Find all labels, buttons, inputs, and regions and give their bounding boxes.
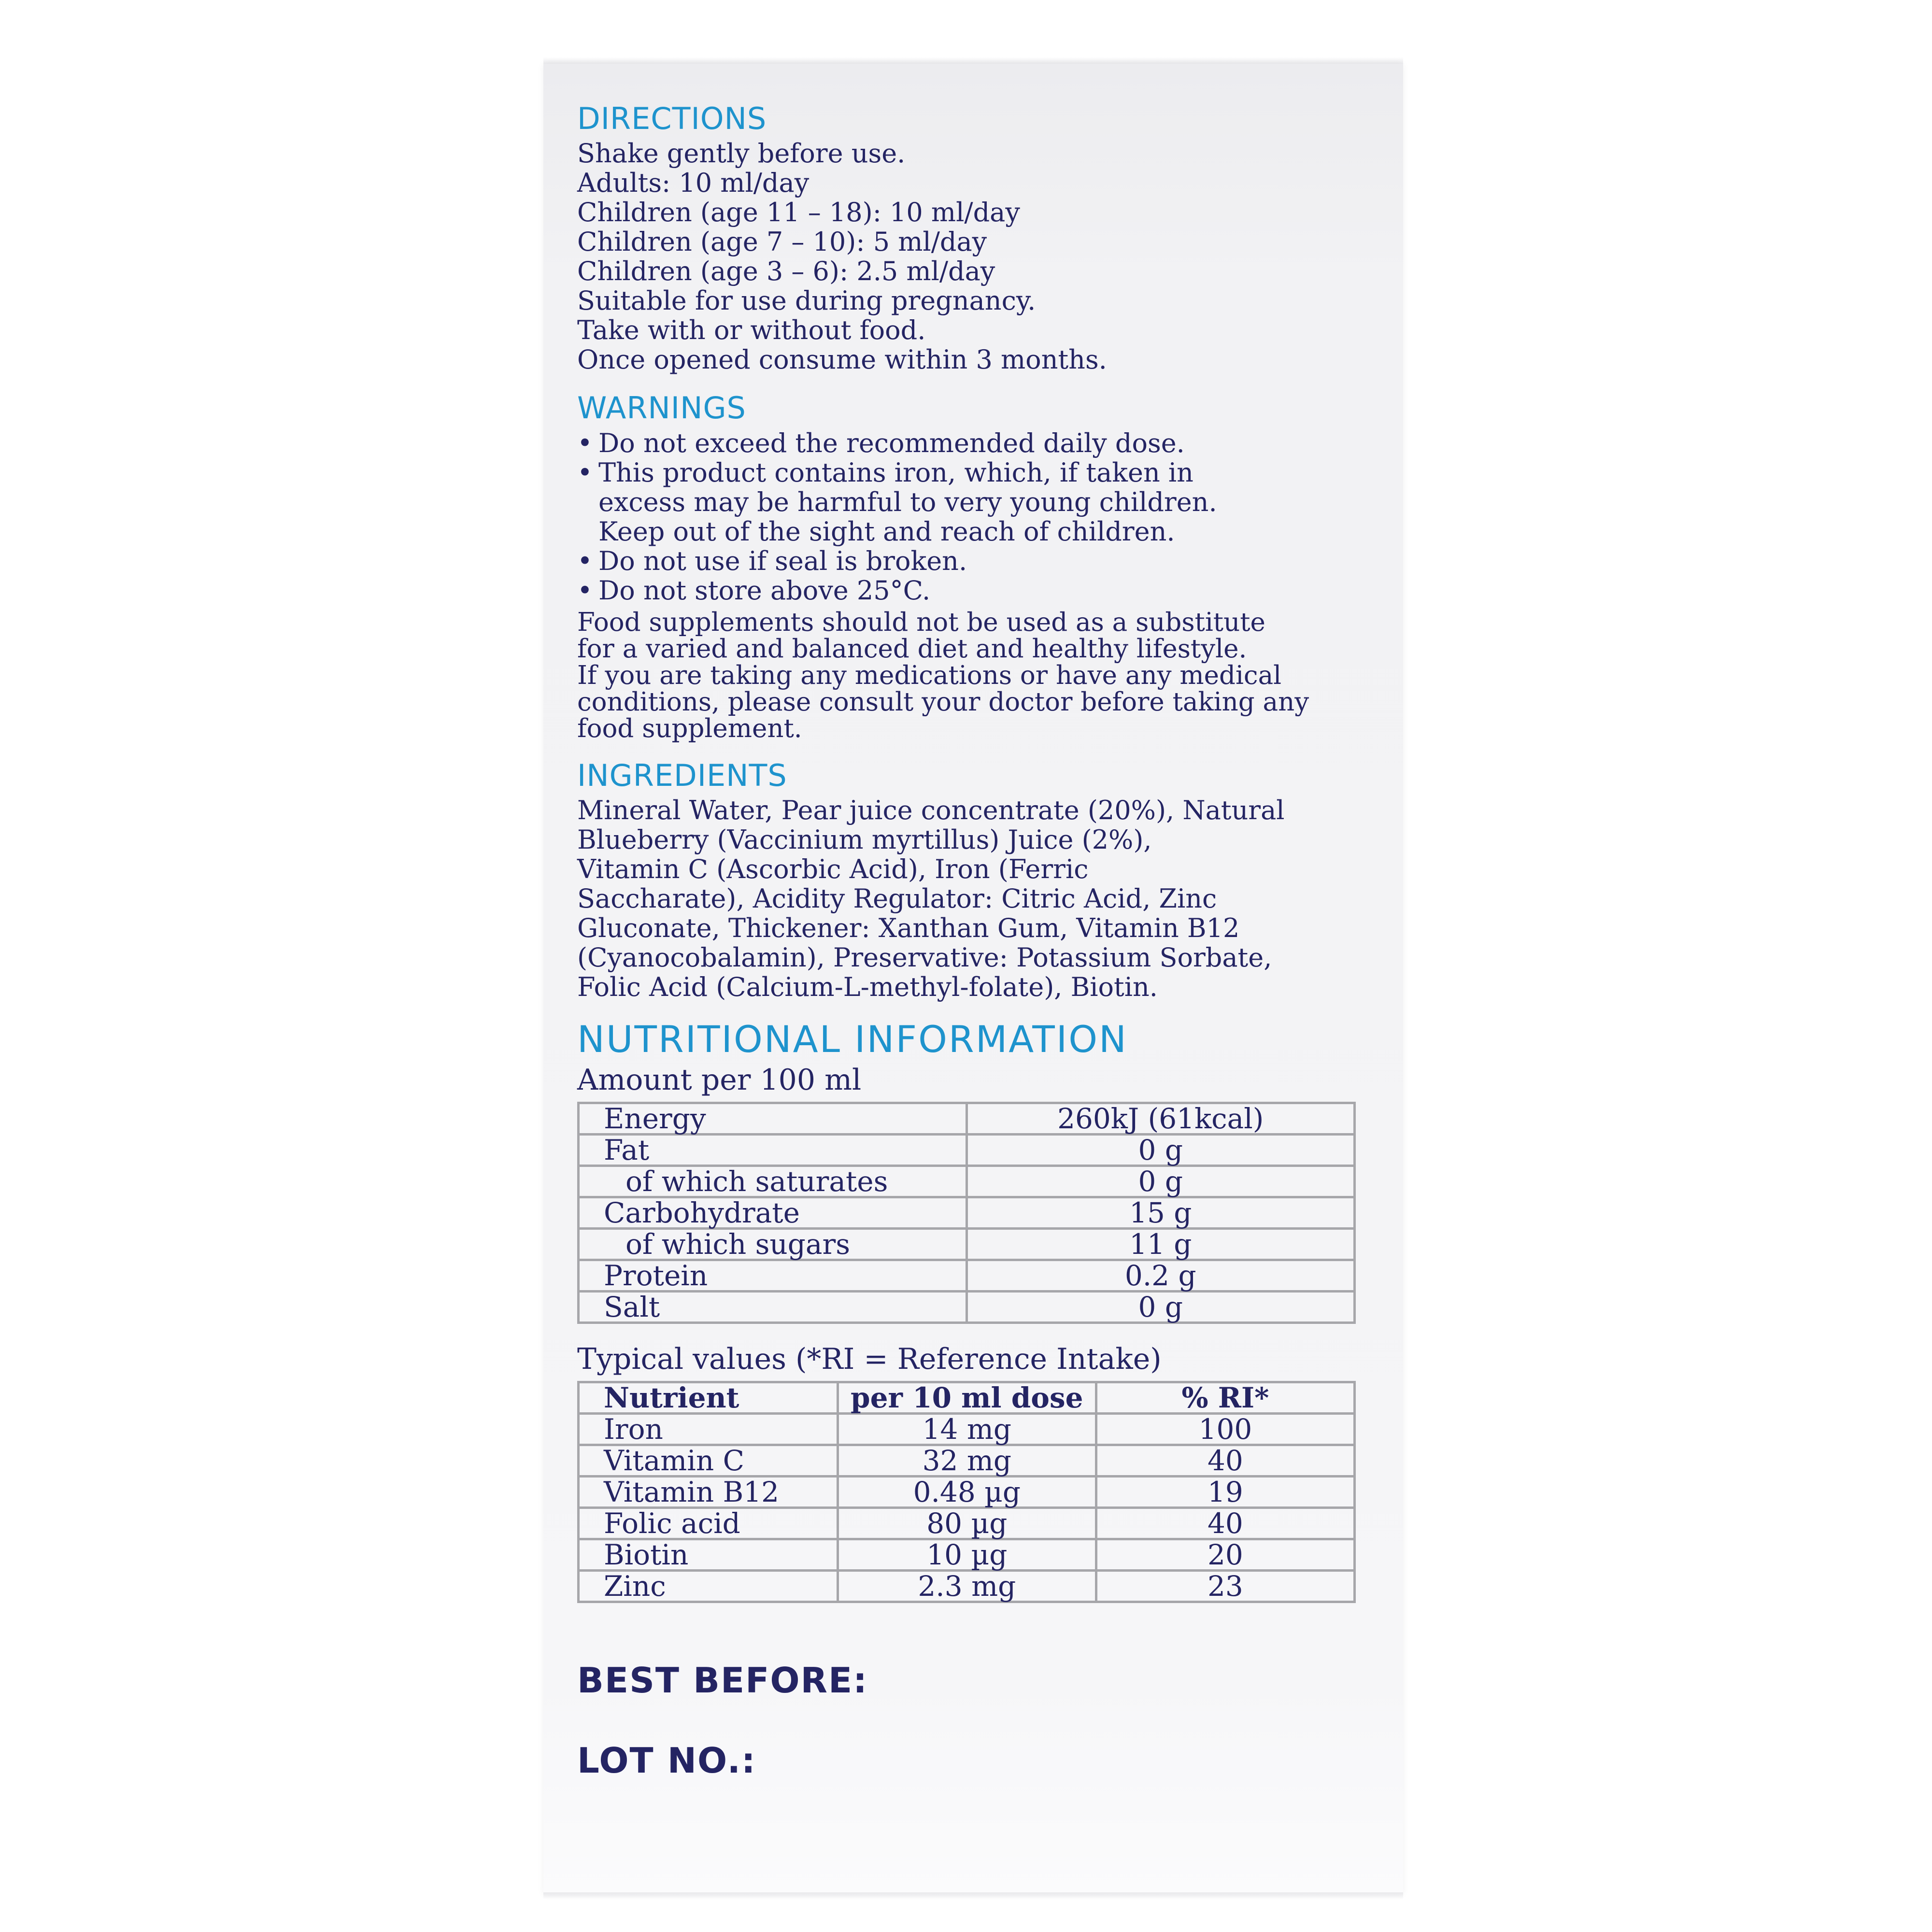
typical-row [579,1477,1355,1508]
warning-text: This product contains iron, which, if taken in excess may be harmful to very young children. Keep out of the sight and reach of children. [598,457,1217,547]
bullet-icon: • [577,457,593,488]
ingredients-section [577,758,1360,1002]
directions-line: Adults: 10 ml/day [577,168,810,199]
ingredients-line: Gluconate, Thickener: Xanthan Gum, Vitamin B12 [577,912,1240,943]
typical-dose: 0.48 µg [838,1477,1096,1508]
warnings-note [577,609,1360,742]
typical-nutrient: Iron [579,1414,838,1445]
nutrient-label: Fat [579,1135,967,1166]
typical-row [579,1414,1355,1445]
nutrition-row [579,1166,1355,1197]
typical-nutrient: Zinc [579,1571,838,1602]
directions-line: Children (age 11 – 18): 10 ml/day [577,197,1020,228]
typical-ri: 40 [1096,1508,1354,1539]
typical-nutrient: Vitamin C [579,1445,838,1477]
warning-note-line: food supplement. [577,713,802,743]
label-content [577,101,1360,1780]
ingredients-line: Vitamin C (Ascorbic Acid), Iron (Ferric [577,853,1089,884]
directions-line: Take with or without food. [577,315,926,346]
warning-note-line: If you are taking any medications or have any medical [577,660,1282,690]
typical-nutrient: Vitamin B12 [579,1477,838,1508]
directions-line: Shake gently before use. [577,138,906,169]
nutrient-label: of which saturates [579,1166,967,1197]
nutrition-section [577,1018,1360,1603]
nutrient-label: of which sugars [579,1229,967,1260]
warning-item [577,428,1360,458]
nutrient-value: 0 g [966,1135,1355,1166]
typical-caption: Typical values (*RI = Reference Intake) [577,1342,1162,1377]
typical-header-row [579,1382,1355,1414]
ingredients-line: Mineral Water, Pear juice concentrate (20%), Natural [577,795,1285,825]
nutrient-value: 0 g [966,1292,1355,1323]
typical-ri: 40 [1096,1445,1354,1477]
typical-dose: 80 µg [838,1508,1096,1539]
directions-section [577,101,1360,374]
ingredients-heading: INGREDIENTS [577,757,787,793]
directions-line: Once opened consume within 3 months. [577,344,1107,375]
warning-note-line: conditions, please consult your doctor before taking any [577,687,1309,717]
warnings-section [577,391,1360,741]
header-nutrient: Nutrient [579,1382,838,1414]
typical-row [579,1508,1355,1539]
nutrition-row [579,1135,1355,1166]
bullet-icon: • [577,575,593,606]
typical-row [579,1571,1355,1602]
warning-note-line: for a varied and balanced diet and healthy lifestyle. [577,634,1247,664]
typical-nutrient: Biotin [579,1539,838,1571]
warning-item [577,458,1360,546]
nutrient-value: 0 g [966,1166,1355,1197]
header-per-dose: per 10 ml dose [838,1382,1096,1414]
directions-heading: DIRECTIONS [577,101,767,136]
nutrition-table [577,1102,1356,1324]
warnings-heading: WARNINGS [577,390,746,426]
warning-text: Do not use if seal is broken. [598,545,967,576]
ingredients-line: Saccharate), Acidity Regulator: Citric Acid, Zinc [577,883,1217,914]
typical-dose: 32 mg [838,1445,1096,1477]
ingredients-line: Blueberry (Vaccinium myrtillus) Juice (2%), [577,824,1152,855]
typical-nutrient: Folic acid [579,1508,838,1539]
nutrition-heading: NUTRITIONAL INFORMATION [577,1017,1128,1061]
nutrient-label: Energy [579,1103,967,1135]
directions-line: Suitable for use during pregnancy. [577,285,1036,316]
nutrient-label: Carbohydrate [579,1197,967,1229]
typical-ri: 100 [1096,1414,1354,1445]
typical-row [579,1445,1355,1477]
nutrition-row [579,1292,1355,1323]
directions-lines [577,139,1360,374]
nutrient-label: Salt [579,1292,967,1323]
nutrient-label: Protein [579,1260,967,1292]
warnings-list [577,428,1360,605]
warning-note-line: Food supplements should not be used as a substitute [577,607,1265,637]
nutrition-row [579,1260,1355,1292]
typical-dose: 10 µg [838,1539,1096,1571]
nutrition-caption: Amount per 100 ml [577,1063,862,1097]
nutrition-row [579,1197,1355,1229]
nutrient-value: 11 g [966,1229,1355,1260]
typical-ri: 23 [1096,1571,1354,1602]
ingredients-line: (Cyanocobalamin), Preservative: Potassium Sorbate, [577,942,1272,973]
lot-no-label: LOT NO.: [577,1740,756,1781]
nutrition-row [579,1103,1355,1135]
warning-text: Do not store above 25°C. [598,575,931,606]
typical-ri: 20 [1096,1539,1354,1571]
directions-line: Children (age 7 – 10): 5 ml/day [577,227,987,257]
typical-dose: 2.3 mg [838,1571,1096,1602]
ingredients-line: Folic Acid (Calcium-L-methyl-folate), Biotin. [577,971,1158,1002]
bullet-icon: • [577,545,593,576]
typical-dose: 14 mg [838,1414,1096,1445]
panel-bottom-edge [543,1892,1403,1899]
bullet-icon: • [577,427,593,458]
warning-text: Do not exceed the recommended daily dose. [598,427,1185,458]
nutrient-value: 15 g [966,1197,1355,1229]
directions-line: Children (age 3 – 6): 2.5 ml/day [577,256,995,287]
warning-item [577,576,1360,605]
nutrition-row [579,1229,1355,1260]
best-before-label: BEST BEFORE: [577,1660,868,1701]
warning-item [577,546,1360,576]
nutrient-value: 260kJ (61kcal) [966,1103,1355,1135]
typical-row [579,1539,1355,1571]
typical-ri: 19 [1096,1477,1354,1508]
header-ri: % RI* [1096,1382,1354,1414]
nutrient-value: 0.2 g [966,1260,1355,1292]
typical-values-table [577,1381,1356,1603]
ingredients-lines [577,796,1360,1002]
